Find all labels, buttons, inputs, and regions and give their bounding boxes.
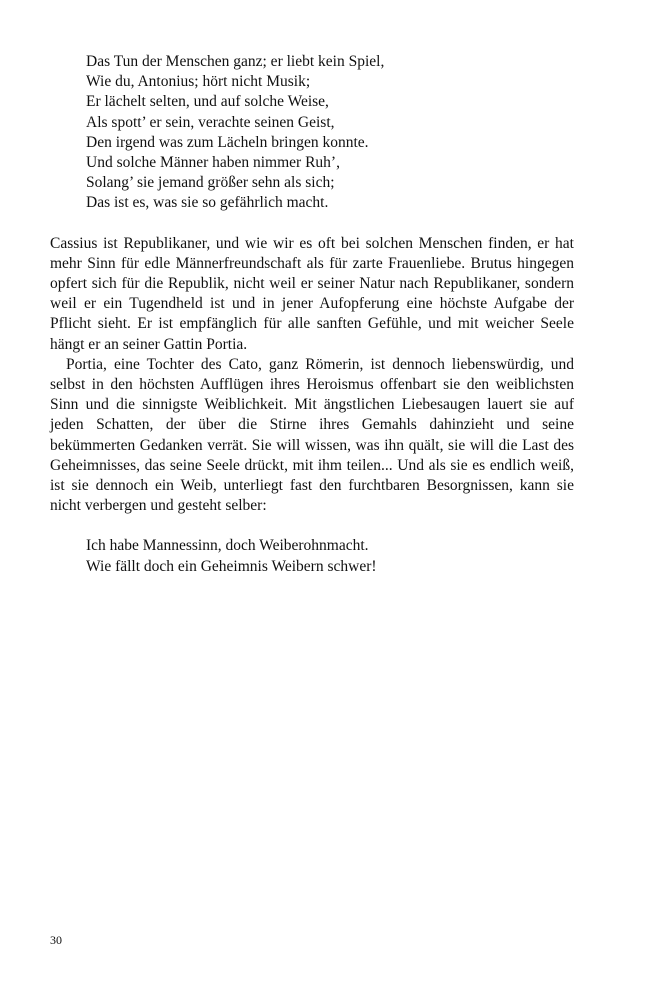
paragraph-portia: Portia, eine Tochter des Cato, ganz Römerin, ist dennoch liebenswürdig, und selbst in den höchsten Aufflügen ihres Heroismus offenbart sie den weiblichsten Sinn und die sinnigste Weiblichkeit. Mit ängstlichen Liebesaugen lauert sie auf jeden Schatten, der über die Stirne ihres Gemahls dahinzieht und seine bekümmerten Gedanken verrät. Sie will wissen, was ihn quält, sie will die Last des Geheimnisses, das seine Seele drückt, mit ihm teilen... Und als sie es endlich weiß, ist sie dennoch ein Weib, unterliegt fast den furchtbaren Besorgnissen, kann sie nicht verbergen und gesteht selber:: [50, 355, 574, 515]
verse-line: Und solche Männer haben nimmer Ruh’,: [86, 154, 340, 172]
verse-line: Wie fällt doch ein Geheimnis Weibern schwer!: [86, 557, 377, 575]
verse-line: Das Tun der Menschen ganz; er liebt kein Spiel,: [86, 53, 385, 70]
verse-line: Als spott’ er sein, verachte seinen Geist,: [86, 113, 335, 131]
verse-quote-bottom: [50, 536, 574, 576]
prose-section: [50, 234, 574, 517]
verse-line: Das ist es, was sie so gefährlich macht.: [86, 194, 329, 212]
verse-line: Ich habe Mannessinn, doch Weiberohnmacht.: [86, 537, 369, 555]
paragraph-cassius: Cassius ist Republikaner, und wie wir es oft bei solchen Menschen finden, er hat mehr Sinn für edle Männerfreundschaft als für zarte Frauenliebe. Brutus hingegen opfert sich für die Republik, nicht weil er seiner Natur nach Republikaner, sondern weil er ein Tugendheld ist und in jener Aufopferung eine höchste Aufgabe der Pflicht sieht. Er ist empfänglich für alle sanften Gefühle, und mit weicher Seele hängt er an seiner Gattin Portia.: [50, 234, 574, 353]
verse-quote-top: [50, 52, 574, 214]
verse-line: Wie du, Antonius; hört nicht Musik;: [86, 73, 311, 91]
verse-line: Er lächelt selten, und auf solche Weise,: [86, 93, 329, 111]
page-body: [50, 52, 574, 577]
verse-line: Den irgend was zum Lächeln bringen konnte.: [86, 133, 369, 151]
page-number: 30: [50, 933, 62, 947]
verse-line: Solang’ sie jemand größer sehn als sich;: [86, 174, 335, 192]
